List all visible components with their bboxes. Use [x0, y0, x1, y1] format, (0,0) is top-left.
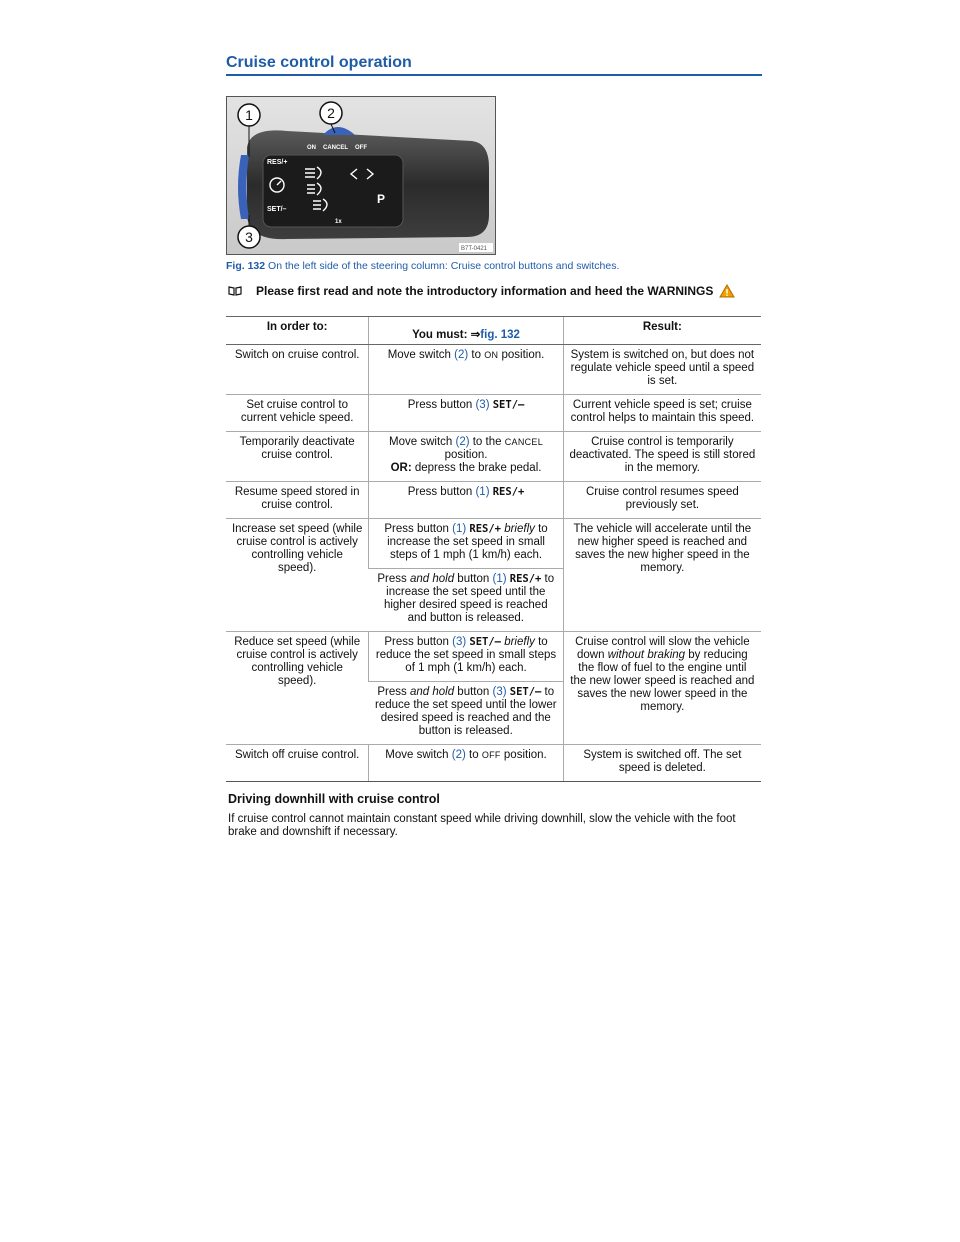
text: to reduce the set speed in small steps of 1 mph (1 km/h) each.	[375, 636, 557, 674]
ref: (2)	[454, 349, 469, 361]
switch-position: ON	[484, 350, 499, 360]
res-button-label: RES/+	[267, 159, 288, 166]
text: to	[468, 349, 485, 361]
stalk-illustration	[227, 97, 495, 254]
text: Press button	[384, 523, 453, 535]
row-result: System is switched off. The set speed is deleted.	[563, 745, 761, 782]
emphasis: briefly	[501, 636, 535, 648]
row-action	[369, 519, 563, 569]
table-row	[226, 519, 761, 569]
figure-code: B7T-0421	[461, 246, 488, 252]
row-purpose: Set cruise control to current vehicle speed.	[226, 395, 369, 432]
table-row	[226, 432, 761, 482]
ref: (3)	[475, 399, 490, 411]
ref: (3)	[452, 636, 467, 648]
button-label: RES/+	[509, 573, 542, 585]
header-fig-link[interactable]: fig. 132	[480, 329, 520, 341]
table-row	[226, 632, 761, 682]
row-purpose: Switch on cruise control.	[226, 345, 369, 395]
text: position.	[500, 749, 547, 761]
row-action	[369, 632, 563, 682]
row-action	[369, 682, 563, 745]
section-heading	[226, 54, 762, 76]
ref: (1)	[452, 523, 467, 535]
header-action	[369, 317, 563, 345]
switch-position: CANCEL	[504, 437, 544, 447]
row-purpose: Switch off cruise control.	[226, 745, 369, 782]
row-action	[369, 745, 563, 782]
row-purpose: Temporarily deactivate cruise control.	[226, 432, 369, 482]
table-header-row	[226, 317, 761, 345]
row-action	[369, 395, 563, 432]
table-row	[226, 395, 761, 432]
switch-label-cancel: CANCEL	[323, 145, 348, 151]
text: position.	[444, 449, 488, 461]
caption-ref: Fig. 132	[226, 260, 266, 272]
text: to the	[469, 436, 505, 448]
text: Cruise control will slow the vehicle down	[575, 636, 750, 661]
text: to increase the set speed in small steps of 1 mph (1 km/h) each.	[387, 523, 548, 561]
text: to increase the set speed until the higher desired speed is reached and button is released.	[383, 573, 555, 624]
row-purpose: Increase set speed (while cruise control is actively controlling vehicle speed).	[226, 519, 369, 632]
callout-3: 3	[245, 229, 253, 245]
emphasis: and hold	[409, 573, 455, 585]
intro-note-text: Please first read and note the introductory information and heed the WARNINGS	[256, 284, 714, 298]
ref: (1)	[475, 486, 490, 498]
text: depress the brake pedal.	[411, 462, 542, 474]
svg-text:P: P	[377, 192, 386, 206]
row-result: Cruise control is temporarily deactivated. The speed is still stored in the memory.	[563, 432, 761, 482]
text: button	[454, 573, 493, 585]
or-label: OR:	[390, 462, 412, 474]
row-purpose: Resume speed stored in cruise control.	[226, 482, 369, 519]
cruise-control-figure	[226, 96, 496, 255]
text: Press button	[407, 486, 476, 498]
text: to reduce the set speed until the lower desired speed is reached and the button is released.	[374, 686, 557, 737]
button-label: RES/+	[469, 523, 501, 535]
row-action	[369, 569, 563, 632]
header-purpose: In order to:	[226, 317, 369, 345]
row-action	[369, 432, 563, 482]
button-label: RES/+	[492, 486, 525, 498]
set-button-label: SET/–	[267, 206, 287, 213]
book-icon	[228, 286, 242, 296]
figure-caption	[226, 260, 619, 272]
text: Press	[377, 686, 410, 698]
downhill-text: If cruise control cannot maintain constant speed while driving downhill, slow the vehicle with the foot brake and downshift if necessary.	[228, 813, 736, 838]
text: Press	[377, 573, 410, 585]
ref: (2)	[451, 749, 466, 761]
page-title: Cruise control operation	[226, 54, 412, 71]
downhill-heading: Driving downhill with cruise control	[228, 792, 440, 806]
text: by reducing the flow of fuel to the engine until the new lower speed is reached and saves the new lower speed in the memory.	[570, 649, 755, 713]
callout-2: 2	[327, 105, 335, 121]
cruise-control-table	[226, 316, 761, 782]
text: to	[465, 749, 482, 761]
button-label: SET/–	[469, 636, 501, 648]
emphasis: briefly	[501, 523, 535, 535]
intro-note	[228, 284, 735, 298]
button-label: SET/–	[492, 399, 525, 411]
caption-text: On the left side of the steering column: Cruise control buttons and switches.	[265, 260, 620, 272]
row-result: Cruise control resumes speed previously set.	[563, 482, 761, 519]
flash-label: 1x	[335, 219, 342, 225]
header-action-text: You must: ⇒	[412, 329, 481, 341]
ref: (1)	[492, 573, 507, 585]
table-row	[226, 482, 761, 519]
text: Press button	[384, 636, 453, 648]
emphasis: without braking	[607, 649, 686, 661]
row-result: System is switched on, but does not regulate vehicle speed until a speed is set.	[563, 345, 761, 395]
switch-label-on: ON	[307, 145, 316, 151]
ref: (2)	[455, 436, 470, 448]
text: Move switch	[387, 349, 455, 361]
emphasis: and hold	[409, 686, 455, 698]
text: position.	[498, 349, 545, 361]
text: button	[454, 686, 493, 698]
row-purpose: Reduce set speed (while cruise control is actively controlling vehicle speed).	[226, 632, 369, 745]
row-action	[369, 345, 563, 395]
text: Move switch	[385, 749, 452, 761]
row-result	[563, 632, 761, 745]
text: Move switch	[389, 436, 456, 448]
row-result: Current vehicle speed is set; cruise control helps to maintain this speed.	[563, 395, 761, 432]
warning-triangle-icon	[719, 284, 735, 298]
callout-1: 1	[245, 107, 253, 123]
table-row	[226, 745, 761, 782]
ref: (3)	[492, 686, 507, 698]
header-result: Result:	[563, 317, 761, 345]
switch-position: OFF	[481, 750, 501, 760]
text: Press button	[407, 399, 476, 411]
row-result: The vehicle will accelerate until the new higher speed is reached and saves the new higher speed in the memory.	[563, 519, 761, 632]
button-label: SET/–	[509, 686, 542, 698]
switch-label-off: OFF	[355, 145, 367, 151]
row-action	[369, 482, 563, 519]
table-row	[226, 345, 761, 395]
